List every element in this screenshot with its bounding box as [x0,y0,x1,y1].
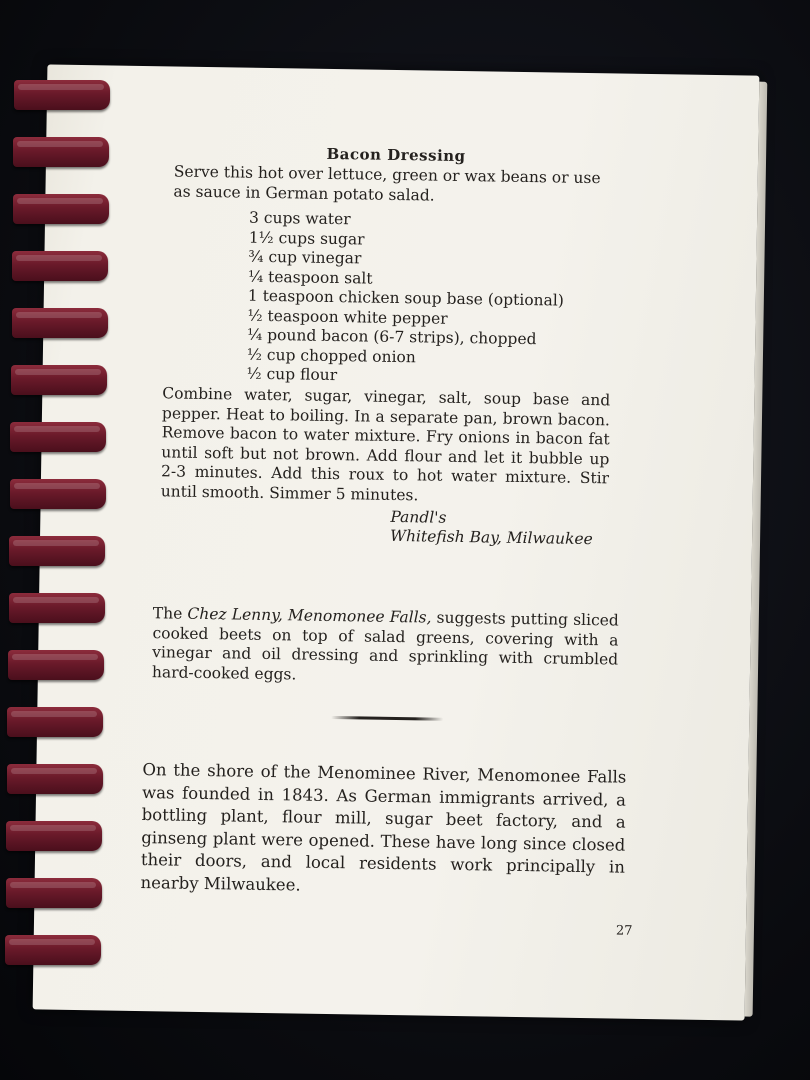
serving-tip [152,604,619,689]
ingredient-item: 1½ cups sugar [248,228,365,248]
history-paragraph: On the shore of the Menominee River, Menomonee Falls was founded in 1843. As German immigrants arrived, a bottling plant, flour mill, sugar beet factory, and a ginseng plant were opened. These have long since closed their doors, and local residents work principally in nearby Milwaukee. [140,760,627,895]
recipe-credit-name: Pandl's [390,507,447,527]
spiral-coil [5,935,101,965]
spiral-coil [7,707,103,737]
ingredient-item: ½ cup flour [246,364,338,385]
spiral-coil [9,536,105,566]
spiral-binding [0,0,140,1080]
spiral-coil [10,479,106,509]
spiral-coil [11,365,107,395]
spiral-coil [12,251,108,281]
page-number: 27 [615,923,633,939]
tip-lead: The [152,604,188,623]
spiral-coil [13,194,109,224]
spiral-coil [9,593,105,623]
tip-restaurant: Chez Lenny, Menomonee Falls, [187,604,432,627]
recipe-method: Combine water, sugar, vinegar, salt, soup base and pepper. Heat to boiling. In a separate pan, brown bacon. Remove bacon to water mixture. Fry onions in bacon fat until soft but not brown. Add flour and let it bubble up 2-3 minutes. Add this roux to hot water mixture. Stir until smooth. Simmer 5 minutes. [160,384,611,504]
tip-text: suggests putting sliced cooked beets on top of salad greens, covering with a vinegar and oil dressing and sprinkling with crumbled hard-cooked eggs. [151,608,619,683]
ingredient-item: ½ cup chopped onion [246,345,416,366]
ingredient-list [246,209,565,389]
spiral-coil [13,137,109,167]
spiral-coil [14,80,110,110]
spiral-coil [6,878,102,908]
recipe-title: Bacon Dressing [326,144,466,166]
spiral-coil [10,422,106,452]
ingredient-item: ¼ teaspoon salt [248,267,373,288]
spiral-coil [8,650,104,680]
ingredient-item: 3 cups water [248,208,351,229]
spiral-coil [6,821,102,851]
ingredient-item: 1 teaspoon chicken soup base (optional) [247,286,565,310]
cookbook-page [33,64,760,1020]
spiral-coil [12,308,108,338]
recipe-intro: Serve this hot over lettuce, green or wax beans or use as sauce in German potato salad. [173,162,601,205]
ingredient-item: ¾ cup vinegar [248,247,362,268]
ingredient-item: ¼ pound bacon (6-7 strips), chopped [247,325,537,349]
ingredient-item: ½ teaspoon white pepper [247,306,448,328]
spiral-coil [7,764,103,794]
recipe-credit-place: Whitefish Bay, Milwaukee [389,526,593,549]
section-divider [331,716,443,721]
page-content [33,64,760,1020]
